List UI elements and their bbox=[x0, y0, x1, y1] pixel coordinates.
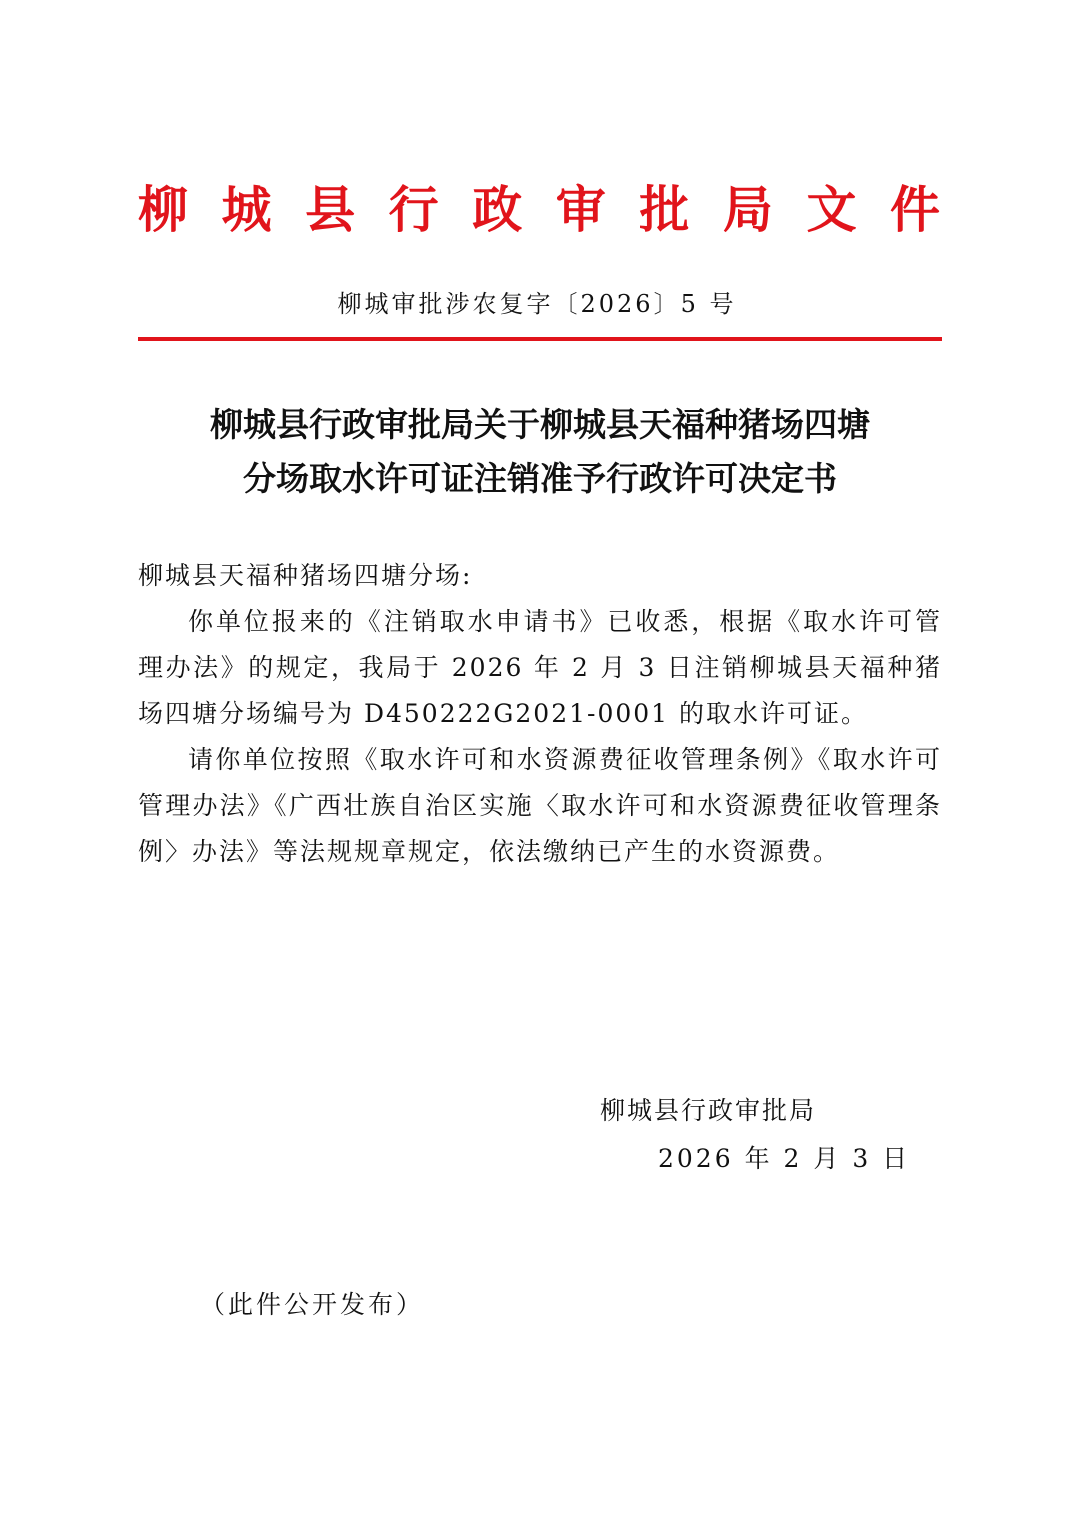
document-title-line-2: 分场取水许可证注销准予行政许可决定书 bbox=[243, 459, 837, 498]
issuing-agency-signature: 柳城县行政审批局 bbox=[600, 1096, 817, 1125]
document-title bbox=[138, 398, 942, 506]
publication-note: （此件公开发布） bbox=[200, 1290, 425, 1319]
addressee: 柳城县天福种猪场四塘分场: bbox=[138, 561, 473, 590]
red-header-divider bbox=[138, 337, 942, 341]
document-title-line-1: 柳城县行政审批局关于柳城县天福种猪场四塘 bbox=[210, 405, 870, 444]
document-number: 柳城审批涉农复字〔2026〕5 号 bbox=[337, 290, 737, 318]
signature-date: 2026 年 2 月 3 日 bbox=[658, 1144, 911, 1173]
agency-header-title: 柳 城 县 行 政 审 批 局 文 件 bbox=[138, 181, 942, 239]
body-paragraph-2: 请你单位按照《取水许可和水资源费征收管理条例》《取水许可管理办法》《广西壮族自治区实施〈取水许可和水资源费征收管理条例〉办法》等法规规章规定，依法缴纳已产生的水资源费。 bbox=[138, 745, 942, 866]
body-paragraph-1: 你单位报来的《注销取水申请书》已收悉，根据《取水许可管理办法》的规定，我局于 2026 年 2 月 3 日注销柳城县天福种猪场四塘分场编号为 D450222G2021-0001 的取水许可证。 bbox=[138, 607, 942, 728]
document-body bbox=[138, 553, 942, 875]
